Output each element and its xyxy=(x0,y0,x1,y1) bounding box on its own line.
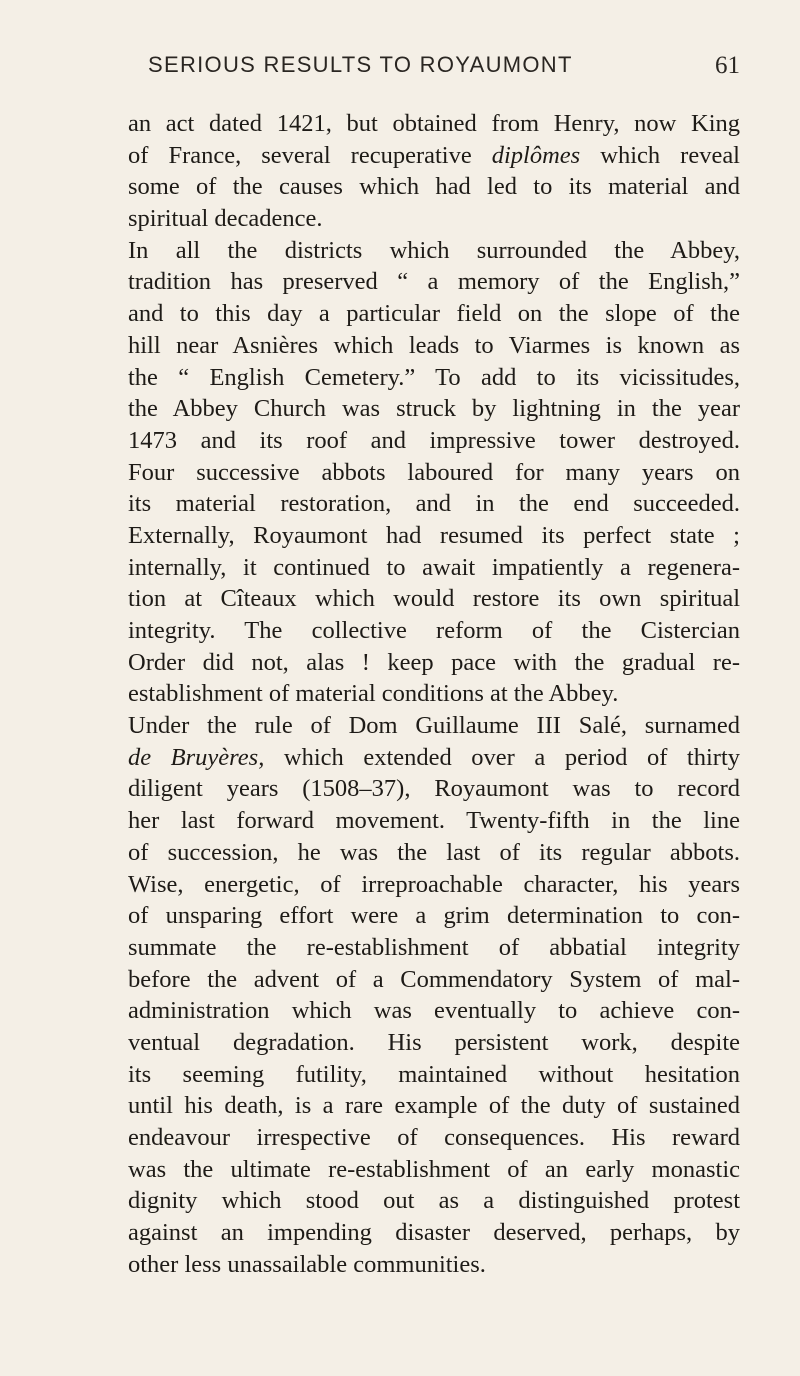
italic-term: de Bruyères, xyxy=(128,743,265,771)
text-line: spiritual decadence. xyxy=(128,205,323,233)
text-line: Wise, energetic, of irreproachable character, his years xyxy=(128,870,740,898)
text-line: other less unassailable communities. xyxy=(128,1250,486,1278)
text-line: In all the districts which surrounded the Abbey, xyxy=(128,236,740,264)
body-text xyxy=(128,108,740,1280)
text-line: establishment of material conditions at the Abbey. xyxy=(128,680,619,708)
running-title: SERIOUS RESULTS TO ROYAUMONT xyxy=(148,52,573,77)
text-line xyxy=(128,742,740,774)
text-segment: which extended over a period of thirty xyxy=(283,743,740,771)
text-line: 1473 and its roof and impressive tower destroyed. xyxy=(128,426,740,454)
text-line: Four successive abbots laboured for many years on xyxy=(128,458,740,486)
text-line: of succession, he was the last of its regular abbots. xyxy=(128,838,740,866)
text-line: until his death, is a rare example of the duty of sustained xyxy=(128,1092,740,1120)
text-line: endeavour irrespective of consequences. His reward xyxy=(128,1124,740,1151)
text-segment: which reveal xyxy=(600,141,740,169)
text-line: against an impending disaster deserved, perhaps, by xyxy=(128,1219,740,1247)
text-line: administration which was eventually to achieve con- xyxy=(128,997,740,1025)
text-line: diligent years (1508–37), Royaumont was to record xyxy=(128,775,740,803)
text-line: and to this day a particular field on the slope of the xyxy=(128,300,740,328)
italic-term: diplômes xyxy=(491,141,581,169)
text-line: hill near Asnières which leads to Viarmes is known as xyxy=(128,331,740,359)
text-line: before the advent of a Commendatory System of mal- xyxy=(128,965,740,993)
text-line: its seeming futility, maintained without hesitation xyxy=(128,1060,740,1088)
text-line: her last forward movement. Twenty-fifth in the line xyxy=(128,807,740,835)
text-line: summate the re-establishment of abbatial integrity xyxy=(128,933,740,961)
text-line: tion at Cîteaux which would restore its own spiritual xyxy=(128,585,740,613)
text-line: an act dated 1421, but obtained from Henry, now King xyxy=(128,110,740,137)
text-line: its material restoration, and in the end succeeded. xyxy=(128,490,740,518)
text-line: integrity. The collective reform of the Cistercian xyxy=(128,617,740,644)
text-line: some of the causes which had led to its material and xyxy=(128,173,740,201)
running-head xyxy=(128,52,740,86)
text-line: was the ultimate re-establishment of an early monastic xyxy=(128,1155,740,1183)
text-line: Externally, Royaumont had resumed its perfect state ; xyxy=(128,521,740,549)
text-line: Under the rule of Dom Guillaume III Salé, surnamed xyxy=(128,712,740,740)
page-number: 61 xyxy=(715,52,740,79)
text-line: ventual degradation. His persistent work, despite xyxy=(128,1028,740,1056)
text-line: Order did not, alas ! keep pace with the gradual re- xyxy=(128,648,740,676)
text-line: the “ English Cemetery.” To add to its vicissitudes, xyxy=(128,363,740,391)
text-line: of unsparing effort were a grim determination to con- xyxy=(128,902,740,930)
text-line: the Abbey Church was struck by lightning in the year xyxy=(128,395,740,423)
text-line xyxy=(128,140,740,172)
text-line: internally, it continued to await impatiently a regenera- xyxy=(128,553,740,581)
text-line: dignity which stood out as a distinguished protest xyxy=(128,1187,740,1215)
text-line: tradition has preserved “ a memory of the English,” xyxy=(128,268,740,296)
text-segment: of France, several recuperative xyxy=(128,141,472,169)
